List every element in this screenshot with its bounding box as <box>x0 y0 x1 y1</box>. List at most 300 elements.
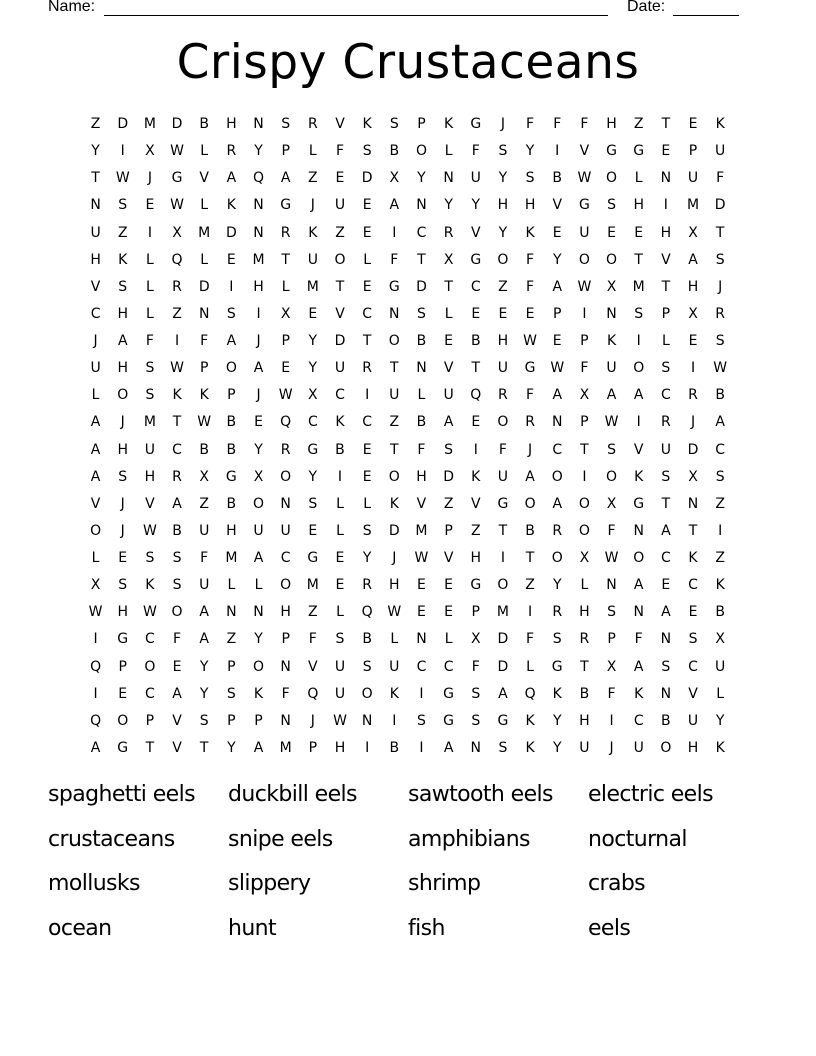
grid-cell[interactable]: R <box>280 441 291 458</box>
grid-cell[interactable]: E <box>335 170 345 187</box>
grid-cell[interactable]: O <box>497 577 509 594</box>
grid-cell[interactable]: N <box>551 414 563 431</box>
grid-cell[interactable]: L <box>336 495 344 512</box>
grid-cell[interactable]: A <box>606 387 617 404</box>
grid-cell[interactable]: Z <box>633 116 644 132</box>
grid-cell[interactable]: M <box>225 550 238 566</box>
grid-cell[interactable]: L <box>227 577 236 594</box>
grid-cell[interactable]: H <box>226 116 237 132</box>
grid-cell[interactable]: G <box>470 251 482 268</box>
grid-cell[interactable]: L <box>444 143 453 160</box>
grid-cell[interactable]: U <box>633 739 644 756</box>
grid-cell[interactable]: A <box>199 631 209 648</box>
grid-cell[interactable]: Y <box>254 441 263 458</box>
grid-cell[interactable]: V <box>470 224 481 241</box>
grid-cell[interactable]: A <box>226 170 237 187</box>
grid-cell[interactable]: Y <box>362 550 372 566</box>
grid-cell[interactable]: G <box>117 739 129 756</box>
grid-cell[interactable]: B <box>389 739 400 756</box>
grid-cell[interactable]: J <box>120 414 125 431</box>
grid-cell[interactable]: Z <box>308 604 318 621</box>
grid-cell[interactable]: C <box>660 387 671 404</box>
grid-cell[interactable]: K <box>715 739 725 756</box>
grid-cell[interactable]: Y <box>254 143 263 160</box>
grid-cell[interactable]: G <box>307 441 319 458</box>
grid-cell[interactable]: I <box>690 360 696 377</box>
grid-cell[interactable]: F <box>553 116 562 132</box>
grid-cell[interactable]: B <box>416 333 427 349</box>
grid-cell[interactable]: L <box>308 143 317 160</box>
grid-cell[interactable]: Q <box>253 170 265 187</box>
grid-cell[interactable]: D <box>117 116 129 132</box>
grid-cell[interactable]: O <box>90 522 102 539</box>
grid-cell[interactable]: T <box>281 251 290 268</box>
grid-cell[interactable]: S <box>226 305 236 322</box>
grid-cell[interactable]: P <box>227 712 236 729</box>
grid-cell[interactable]: U <box>334 197 346 214</box>
grid-cell[interactable]: M <box>415 522 428 539</box>
grid-cell[interactable]: A <box>715 414 725 431</box>
grid-cell[interactable]: H <box>497 197 509 214</box>
grid-cell[interactable]: N <box>606 305 617 322</box>
grid-cell[interactable]: Z <box>226 631 237 648</box>
grid-cell[interactable]: E <box>172 658 182 675</box>
grid-cell[interactable]: L <box>444 305 453 322</box>
grid-cell[interactable]: O <box>633 360 645 377</box>
grid-cell[interactable]: O <box>578 495 590 512</box>
grid-cell[interactable]: V <box>90 495 101 512</box>
grid-cell[interactable]: M <box>143 116 156 132</box>
grid-cell[interactable]: A <box>389 197 400 214</box>
grid-cell[interactable]: E <box>661 577 671 594</box>
grid-cell[interactable]: A <box>90 739 101 756</box>
grid-cell[interactable]: T <box>580 441 589 458</box>
grid-cell[interactable]: L <box>390 631 399 648</box>
grid-cell[interactable]: N <box>90 197 101 214</box>
grid-cell[interactable]: G <box>578 197 590 214</box>
grid-cell[interactable]: L <box>145 278 154 295</box>
grid-cell[interactable]: O <box>606 170 618 187</box>
grid-cell[interactable]: O <box>388 468 400 485</box>
grid-cell[interactable]: B <box>199 441 209 458</box>
grid-cell[interactable]: S <box>335 631 345 648</box>
grid-cell[interactable]: J <box>147 170 152 187</box>
grid-cell[interactable]: W <box>713 360 728 377</box>
grid-cell[interactable]: F <box>526 251 535 268</box>
grid-cell[interactable]: R <box>498 387 508 404</box>
grid-cell[interactable]: E <box>118 685 128 702</box>
grid-cell[interactable]: S <box>661 468 671 485</box>
grid-cell[interactable]: L <box>200 251 209 268</box>
grid-cell[interactable]: U <box>497 468 509 485</box>
grid-cell[interactable]: X <box>579 387 590 404</box>
grid-cell[interactable]: O <box>388 333 400 349</box>
grid-cell[interactable]: Z <box>498 278 508 295</box>
grid-cell[interactable]: O <box>334 251 346 268</box>
grid-cell[interactable]: K <box>606 333 617 349</box>
grid-cell[interactable]: L <box>281 278 290 295</box>
grid-cell[interactable]: D <box>171 116 183 132</box>
grid-cell[interactable]: J <box>500 116 505 132</box>
grid-cell[interactable]: Y <box>91 143 100 160</box>
grid-cell[interactable]: N <box>226 604 237 621</box>
grid-cell[interactable]: L <box>336 604 344 621</box>
grid-cell[interactable]: I <box>147 224 152 241</box>
grid-cell[interactable]: P <box>444 522 453 539</box>
grid-cell[interactable]: K <box>525 712 535 729</box>
grid-cell[interactable]: O <box>117 387 129 404</box>
grid-cell[interactable]: T <box>390 360 399 377</box>
grid-cell[interactable]: H <box>660 224 672 241</box>
grid-cell[interactable]: N <box>660 170 672 187</box>
grid-cell[interactable]: G <box>497 495 509 512</box>
grid-cell[interactable]: X <box>715 631 725 648</box>
grid-cell[interactable]: K <box>715 577 725 594</box>
grid-cell[interactable]: R <box>660 414 671 431</box>
grid-cell[interactable]: I <box>256 305 261 322</box>
grid-cell[interactable]: N <box>253 604 264 621</box>
grid-cell[interactable]: E <box>525 305 535 322</box>
grid-cell[interactable]: M <box>198 224 211 241</box>
grid-cell[interactable]: R <box>552 522 563 539</box>
grid-cell[interactable]: A <box>633 577 644 594</box>
grid-cell[interactable]: H <box>470 550 482 566</box>
grid-cell[interactable]: A <box>633 387 644 404</box>
grid-cell[interactable]: K <box>253 685 264 702</box>
grid-cell[interactable]: P <box>281 631 290 648</box>
grid-cell[interactable]: X <box>688 468 698 485</box>
grid-cell[interactable]: J <box>392 550 397 566</box>
grid-cell[interactable]: H <box>687 278 699 295</box>
grid-cell[interactable]: T <box>199 739 209 756</box>
grid-cell[interactable]: I <box>337 468 343 485</box>
grid-cell[interactable]: R <box>688 387 698 404</box>
grid-cell[interactable]: A <box>90 468 101 485</box>
grid-cell[interactable]: G <box>633 495 645 512</box>
grid-cell[interactable]: F <box>471 143 480 160</box>
grid-cell[interactable]: T <box>715 224 725 241</box>
grid-cell[interactable]: L <box>526 658 534 675</box>
grid-cell[interactable]: O <box>171 604 183 621</box>
grid-cell[interactable]: X <box>389 170 400 187</box>
grid-cell[interactable]: U <box>334 360 346 377</box>
grid-cell[interactable]: E <box>552 224 562 241</box>
grid-cell[interactable]: M <box>632 278 645 295</box>
grid-cell[interactable]: U <box>660 441 671 458</box>
grid-cell[interactable]: N <box>633 522 644 539</box>
grid-cell[interactable]: Z <box>199 495 209 512</box>
grid-cell[interactable]: E <box>335 577 345 594</box>
grid-cell[interactable]: O <box>253 495 265 512</box>
grid-cell[interactable]: P <box>607 631 616 648</box>
grid-cell[interactable]: C <box>335 387 345 404</box>
grid-cell[interactable]: S <box>715 251 725 268</box>
grid-cell[interactable]: W <box>170 197 184 214</box>
grid-cell[interactable]: T <box>91 170 100 187</box>
grid-cell[interactable]: I <box>473 441 478 458</box>
grid-cell[interactable]: N <box>660 685 672 702</box>
grid-cell[interactable]: B <box>715 387 725 404</box>
grid-cell[interactable]: V <box>688 685 698 702</box>
grid-cell[interactable]: H <box>117 441 128 458</box>
grid-cell[interactable]: F <box>526 631 535 648</box>
grid-cell[interactable]: T <box>661 116 671 132</box>
grid-cell[interactable]: R <box>226 143 237 160</box>
grid-cell[interactable]: D <box>225 224 237 241</box>
grid-cell[interactable]: N <box>280 658 291 675</box>
grid-cell[interactable]: F <box>580 360 589 377</box>
grid-cell[interactable]: S <box>471 712 481 729</box>
grid-cell[interactable]: C <box>90 305 101 322</box>
grid-cell[interactable]: P <box>308 739 318 756</box>
grid-cell[interactable]: W <box>170 360 184 377</box>
grid-cell[interactable]: D <box>497 631 509 648</box>
grid-cell[interactable]: H <box>579 604 590 621</box>
grid-cell[interactable]: A <box>226 333 237 349</box>
grid-cell[interactable]: I <box>419 685 424 702</box>
grid-cell[interactable]: C <box>470 278 481 295</box>
grid-cell[interactable]: I <box>174 333 180 349</box>
grid-cell[interactable]: O <box>551 468 563 485</box>
grid-cell[interactable]: Q <box>171 251 183 268</box>
grid-cell[interactable]: J <box>93 333 98 349</box>
grid-cell[interactable]: P <box>281 143 290 160</box>
grid-cell[interactable]: H <box>497 333 509 349</box>
grid-cell[interactable]: A <box>661 604 671 621</box>
grid-cell[interactable]: L <box>91 550 100 566</box>
grid-cell[interactable]: X <box>579 550 590 566</box>
grid-cell[interactable]: N <box>606 577 617 594</box>
grid-cell[interactable]: Y <box>525 143 535 160</box>
grid-cell[interactable]: X <box>606 495 617 512</box>
grid-cell[interactable]: P <box>118 658 127 675</box>
grid-cell[interactable]: Z <box>715 550 725 566</box>
grid-cell[interactable]: N <box>633 604 644 621</box>
grid-cell[interactable]: L <box>336 522 344 539</box>
grid-cell[interactable]: E <box>552 333 562 349</box>
grid-cell[interactable]: W <box>197 414 212 431</box>
grid-cell[interactable]: F <box>471 658 480 675</box>
grid-cell[interactable]: W <box>278 387 293 404</box>
grid-cell[interactable]: H <box>280 604 291 621</box>
grid-cell[interactable]: E <box>254 414 263 431</box>
grid-cell[interactable]: V <box>90 278 101 295</box>
grid-cell[interactable]: M <box>496 604 509 621</box>
grid-cell[interactable]: P <box>227 658 236 675</box>
grid-cell[interactable]: P <box>145 712 155 729</box>
grid-cell[interactable]: B <box>199 116 209 132</box>
grid-cell[interactable]: G <box>443 685 455 702</box>
grid-cell[interactable]: H <box>334 739 346 756</box>
grid-cell[interactable]: C <box>362 305 373 322</box>
grid-cell[interactable]: W <box>604 550 619 566</box>
grid-cell[interactable]: F <box>580 116 589 132</box>
grid-cell[interactable]: Y <box>471 197 481 214</box>
grid-cell[interactable]: D <box>687 441 699 458</box>
grid-cell[interactable]: S <box>389 116 399 132</box>
grid-cell[interactable]: U <box>606 360 617 377</box>
grid-cell[interactable]: F <box>390 251 399 268</box>
grid-cell[interactable]: D <box>416 278 427 295</box>
grid-cell[interactable]: M <box>279 739 292 756</box>
grid-cell[interactable]: M <box>143 414 156 431</box>
grid-cell[interactable]: I <box>636 414 641 431</box>
grid-cell[interactable]: U <box>253 522 264 539</box>
grid-cell[interactable]: A <box>525 468 535 485</box>
grid-cell[interactable]: F <box>607 685 616 702</box>
grid-cell[interactable]: K <box>335 414 345 431</box>
grid-cell[interactable]: T <box>498 522 508 539</box>
grid-cell[interactable]: S <box>715 468 725 485</box>
grid-cell[interactable]: E <box>145 197 155 214</box>
grid-cell[interactable]: U <box>579 224 590 241</box>
grid-cell[interactable]: P <box>553 305 562 322</box>
grid-cell[interactable]: L <box>200 197 209 214</box>
grid-cell[interactable]: T <box>525 550 535 566</box>
grid-cell[interactable]: Z <box>308 170 318 187</box>
grid-cell[interactable]: J <box>120 522 125 539</box>
grid-cell[interactable]: B <box>172 522 182 539</box>
grid-cell[interactable]: T <box>145 739 155 756</box>
grid-cell[interactable]: W <box>523 333 537 349</box>
grid-cell[interactable]: H <box>416 468 427 485</box>
grid-cell[interactable]: N <box>253 197 264 214</box>
grid-cell[interactable]: T <box>417 251 426 268</box>
grid-cell[interactable]: G <box>524 360 536 377</box>
grid-cell[interactable]: J <box>256 387 261 404</box>
grid-cell[interactable]: C <box>660 550 671 566</box>
grid-cell[interactable]: Y <box>199 658 209 675</box>
grid-cell[interactable]: X <box>606 278 617 295</box>
grid-cell[interactable]: F <box>335 143 345 160</box>
grid-cell[interactable]: B <box>715 604 725 621</box>
grid-cell[interactable]: U <box>687 712 699 729</box>
grid-cell[interactable]: C <box>633 712 644 729</box>
grid-cell[interactable]: U <box>90 360 101 377</box>
grid-cell[interactable]: Z <box>389 414 400 431</box>
grid-cell[interactable]: E <box>471 414 481 431</box>
grid-cell[interactable]: P <box>254 712 263 729</box>
grid-cell[interactable]: A <box>253 550 264 566</box>
grid-cell[interactable]: U <box>199 522 210 539</box>
grid-cell[interactable]: E <box>661 143 671 160</box>
grid-cell[interactable]: C <box>145 685 155 702</box>
grid-cell[interactable]: S <box>362 143 372 160</box>
grid-cell[interactable]: H <box>144 468 156 485</box>
grid-cell[interactable]: V <box>470 495 481 512</box>
grid-cell[interactable]: Y <box>498 170 508 187</box>
grid-cell[interactable]: H <box>117 360 128 377</box>
grid-cell[interactable]: Z <box>90 116 101 132</box>
grid-cell[interactable]: Y <box>444 197 453 214</box>
grid-cell[interactable]: Y <box>308 333 318 349</box>
grid-cell[interactable]: K <box>552 685 562 702</box>
grid-cell[interactable]: A <box>552 278 563 295</box>
grid-cell[interactable]: B <box>552 170 563 187</box>
grid-cell[interactable]: S <box>661 360 671 377</box>
grid-cell[interactable]: C <box>280 550 291 566</box>
grid-cell[interactable]: R <box>172 468 182 485</box>
grid-cell[interactable]: S <box>145 550 155 566</box>
grid-cell[interactable]: Y <box>199 685 209 702</box>
grid-cell[interactable]: S <box>417 712 426 729</box>
grid-cell[interactable]: A <box>443 739 454 756</box>
grid-cell[interactable]: V <box>661 251 671 268</box>
grid-cell[interactable]: I <box>229 278 234 295</box>
grid-cell[interactable]: A <box>117 333 128 349</box>
grid-cell[interactable]: B <box>226 414 237 431</box>
grid-cell[interactable]: O <box>144 658 156 675</box>
grid-cell[interactable]: W <box>577 170 592 187</box>
grid-cell[interactable]: E <box>118 550 128 566</box>
grid-cell[interactable]: B <box>579 685 590 702</box>
grid-cell[interactable]: O <box>497 251 509 268</box>
grid-cell[interactable]: V <box>172 739 182 756</box>
grid-cell[interactable]: N <box>443 170 454 187</box>
grid-cell[interactable]: J <box>609 739 614 756</box>
grid-cell[interactable]: W <box>88 604 103 621</box>
grid-cell[interactable]: V <box>335 116 345 132</box>
grid-cell[interactable]: L <box>417 387 426 404</box>
grid-cell[interactable]: N <box>416 360 427 377</box>
grid-cell[interactable]: Y <box>552 251 562 268</box>
grid-cell[interactable]: X <box>145 143 155 160</box>
grid-cell[interactable]: H <box>633 197 644 214</box>
grid-cell[interactable]: P <box>580 333 589 349</box>
grid-cell[interactable]: E <box>362 468 372 485</box>
grid-cell[interactable]: W <box>115 170 130 187</box>
grid-cell[interactable]: Z <box>172 305 182 322</box>
grid-cell[interactable]: V <box>172 712 182 729</box>
grid-cell[interactable]: D <box>388 522 400 539</box>
grid-cell[interactable]: S <box>417 305 426 322</box>
grid-cell[interactable]: O <box>415 143 427 160</box>
grid-cell[interactable]: U <box>307 251 318 268</box>
grid-cell[interactable]: V <box>335 305 345 322</box>
grid-cell[interactable]: E <box>335 550 345 566</box>
grid-cell[interactable]: S <box>118 197 128 214</box>
grid-cell[interactable]: A <box>498 685 508 702</box>
grid-cell[interactable]: O <box>524 495 536 512</box>
grid-cell[interactable]: I <box>365 739 370 756</box>
grid-cell[interactable]: G <box>497 712 509 729</box>
grid-cell[interactable]: R <box>525 414 535 431</box>
grid-cell[interactable]: A <box>552 495 563 512</box>
grid-cell[interactable]: O <box>578 522 590 539</box>
grid-cell[interactable]: M <box>306 278 319 295</box>
grid-cell[interactable]: E <box>362 224 372 241</box>
grid-cell[interactable]: O <box>497 414 509 431</box>
grid-cell[interactable]: D <box>714 197 726 214</box>
grid-cell[interactable]: N <box>687 495 699 512</box>
grid-cell[interactable]: R <box>715 305 726 322</box>
grid-cell[interactable]: U <box>470 170 481 187</box>
grid-cell[interactable]: A <box>661 522 671 539</box>
grid-cell[interactable]: U <box>280 522 291 539</box>
grid-cell[interactable]: L <box>145 305 154 322</box>
grid-cell[interactable]: N <box>198 305 210 322</box>
grid-cell[interactable]: C <box>362 414 373 431</box>
grid-cell[interactable]: F <box>200 333 209 349</box>
grid-cell[interactable]: J <box>120 495 125 512</box>
grid-cell[interactable]: X <box>688 305 698 322</box>
grid-cell[interactable]: S <box>308 495 318 512</box>
grid-cell[interactable]: X <box>90 577 101 594</box>
grid-cell[interactable]: W <box>142 604 157 621</box>
grid-cell[interactable]: W <box>577 278 592 295</box>
grid-cell[interactable]: E <box>308 305 318 322</box>
grid-cell[interactable]: Y <box>308 360 318 377</box>
